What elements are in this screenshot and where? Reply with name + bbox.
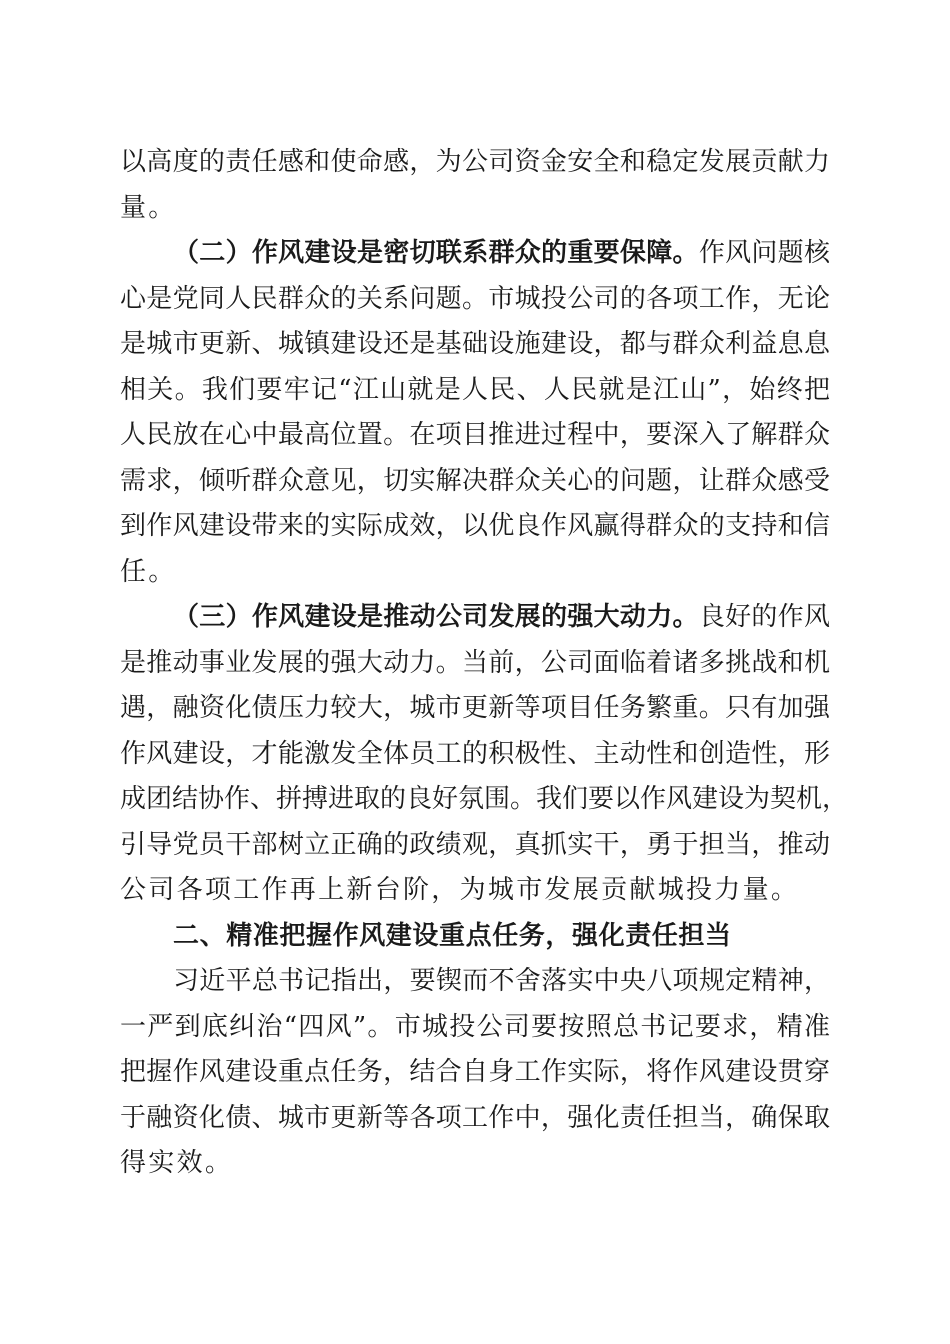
paragraph-line: 量。 — [120, 193, 177, 223]
subsection-heading-3: （三）作风建设是推动公司发展的强大动力。 — [173, 602, 699, 632]
paragraph-line: 需求，倾听群众意见，切实解决群众关心的问题，让群众感受 — [120, 466, 830, 496]
paragraph-line: 到作风建设带来的实际成效，以优良作风赢得群众的支持和信 — [120, 511, 830, 541]
paragraph-line: 相关。我们要牢记“江山就是人民、人民就是江山”，始终把 — [120, 375, 830, 405]
paragraph-line: 于融资化债、城市更新等各项工作中，强化责任担当，确保取 — [120, 1103, 830, 1133]
paragraph-line: 习近平总书记指出，要锲而不舍落实中央八项规定精神， — [173, 966, 830, 996]
paragraph-line: 公司各项工作再上新台阶，为城市发展贡献城投力量。 — [120, 875, 800, 905]
paragraph-line: 人民放在心中最高位置。在项目推进过程中，要深入了解群众 — [120, 420, 830, 450]
paragraph-line: 一严到底纠治“四风”。市城投公司要按照总书记要求，精准 — [120, 1012, 830, 1042]
paragraph-line: 任。 — [120, 557, 177, 587]
paragraph-line: 成团结协作、拼搏进取的良好氛围。我们要以作风建设为契机， — [120, 784, 849, 814]
paragraph-text: 良好的作风 — [698, 602, 830, 632]
paragraph-line: 引导党员干部树立正确的政绩观，真抓实干，勇于担当，推动 — [120, 830, 830, 860]
paragraph-line: 是推动事业发展的强大动力。当前，公司面临着诸多挑战和机 — [120, 648, 830, 678]
section-heading: 二、精准把握作风建设重点任务，强化责任担当 — [173, 921, 732, 951]
paragraph-text: 作风问题核 — [698, 238, 830, 268]
paragraph-line: 遇，融资化债压力较大，城市更新等项目任务繁重。只有加强 — [120, 693, 830, 723]
paragraph-line: 作风建设，才能激发全体员工的积极性、主动性和创造性，形 — [120, 739, 830, 769]
paragraph-line: 心是党同人民群众的关系问题。市城投公司的各项工作，无论 — [120, 284, 830, 314]
paragraph-line: 得实效。 — [120, 1148, 234, 1178]
paragraph-line: 把握作风建设重点任务，结合自身工作实际，将作风建设贯穿 — [120, 1057, 830, 1087]
paragraph-line: 是城市更新、城镇建设还是基础设施建设，都与群众利益息息 — [120, 329, 830, 359]
paragraph-lead-line — [173, 234, 830, 272]
paragraph-line: 以高度的责任感和使命感，为公司资金安全和稳定发展贡献力 — [120, 147, 830, 177]
subsection-heading-2: （二）作风建设是密切联系群众的重要保障。 — [173, 238, 699, 268]
paragraph-lead-line — [173, 598, 830, 636]
